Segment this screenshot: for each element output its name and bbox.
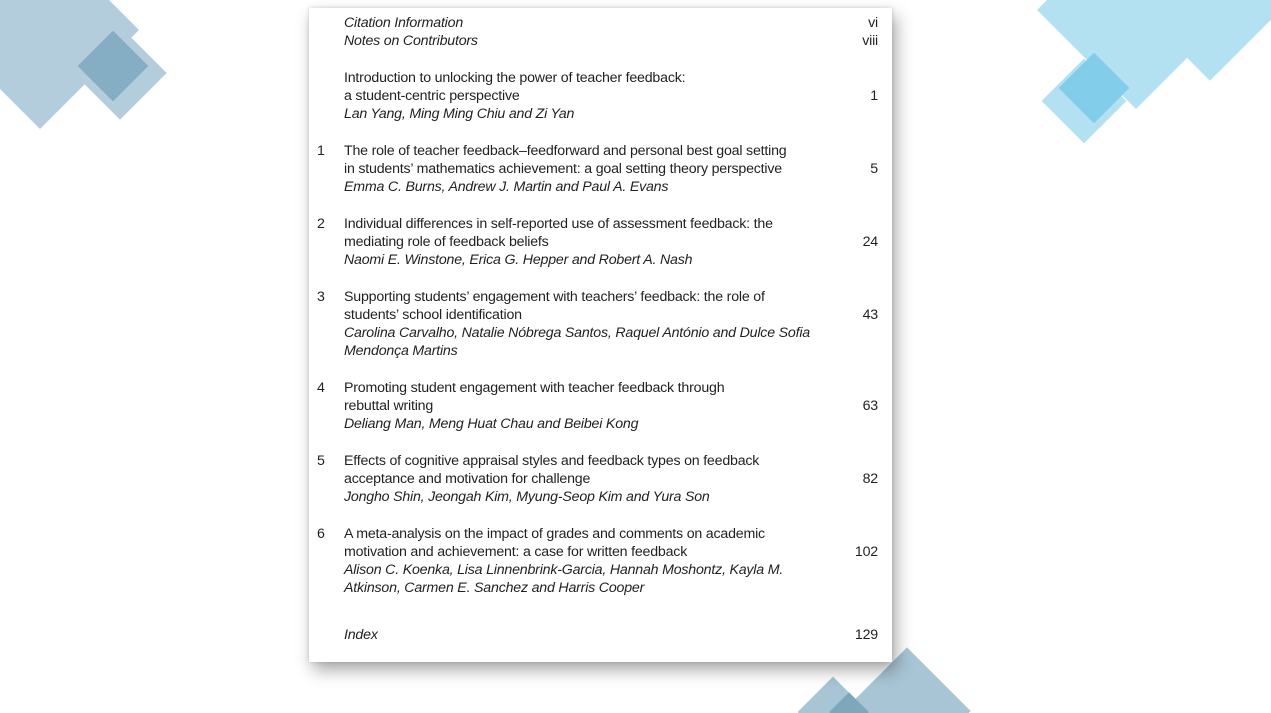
entry-authors: Jongho Shin, Jeongah Kim, Myung-Seop Kim and Yura Son [344,489,710,505]
chapter-number: 2 [317,216,325,232]
entry-title-line: in students’ mathematics achievement: a goal setting theory perspective [344,161,782,177]
entry-title-line: acceptance and motivation for challenge [344,471,591,487]
entry-authors: Mendonça Martins [344,343,458,359]
entry-title-line: Introduction to unlocking the power of teacher feedback: [344,70,686,86]
entry-title-line: Promoting student engagement with teacher feedback through [344,380,725,396]
entry-page: 102 [854,544,878,560]
chapter-number: 4 [317,380,325,396]
front-matter-title: Citation Information [344,15,464,31]
entry-authors: Naomi E. Winstone, Erica G. Hepper and Robert A. Nash [344,252,693,268]
entry-title-line: rebuttal writing [344,398,434,414]
chapter-number: 5 [317,453,325,469]
entry-authors: Lan Yang, Ming Ming Chiu and Zi Yan [344,106,575,122]
entry-page: 1 [870,88,878,104]
contents-page [309,8,892,662]
entry-title-line: a student-centric perspective [344,88,520,104]
entry-authors: Deliang Man, Meng Huat Chau and Beibei Kong [344,416,639,432]
chapter-number: 1 [317,143,325,159]
entry-authors: Emma C. Burns, Andrew J. Martin and Paul A. Evans [344,179,669,195]
entry-title-line: Individual differences in self-reported use of assessment feedback: the [344,216,773,232]
front-matter-page: vi [868,15,878,31]
front-matter-title: Notes on Contributors [344,33,478,49]
index-page: 129 [854,627,878,643]
entry-page: 24 [862,234,878,250]
entry-authors: Atkinson, Carmen E. Sanchez and Harris Cooper [344,580,645,596]
entry-title-line: motivation and achievement: a case for written feedback [344,544,688,560]
entry-title-line: The role of teacher feedback–feedforward and personal best goal setting [344,143,787,159]
entry-authors: Carolina Carvalho, Natalie Nóbrega Santos, Raquel António and Dulce Sofia [344,325,810,341]
entry-title-line: students’ school identification [344,307,522,323]
index-title: Index [344,627,378,643]
entry-title-line: A meta-analysis on the impact of grades and comments on academic [344,526,765,542]
entry-authors: Alison C. Koenka, Lisa Linnenbrink-Garcia, Hannah Moshontz, Kayla M. [344,562,784,578]
entry-title-line: Effects of cognitive appraisal styles and feedback types on feedback [344,453,760,469]
entry-page: 43 [862,307,878,323]
entry-page: 82 [862,471,878,487]
front-matter-page: viii [862,33,878,49]
entry-page: 63 [862,398,878,414]
chapter-number: 6 [317,526,325,542]
chapter-number: 3 [317,289,325,305]
entry-page: 5 [870,161,878,177]
entry-title-line: mediating role of feedback beliefs [344,234,549,250]
entry-title-line: Supporting students’ engagement with teachers’ feedback: the role of [344,289,765,305]
